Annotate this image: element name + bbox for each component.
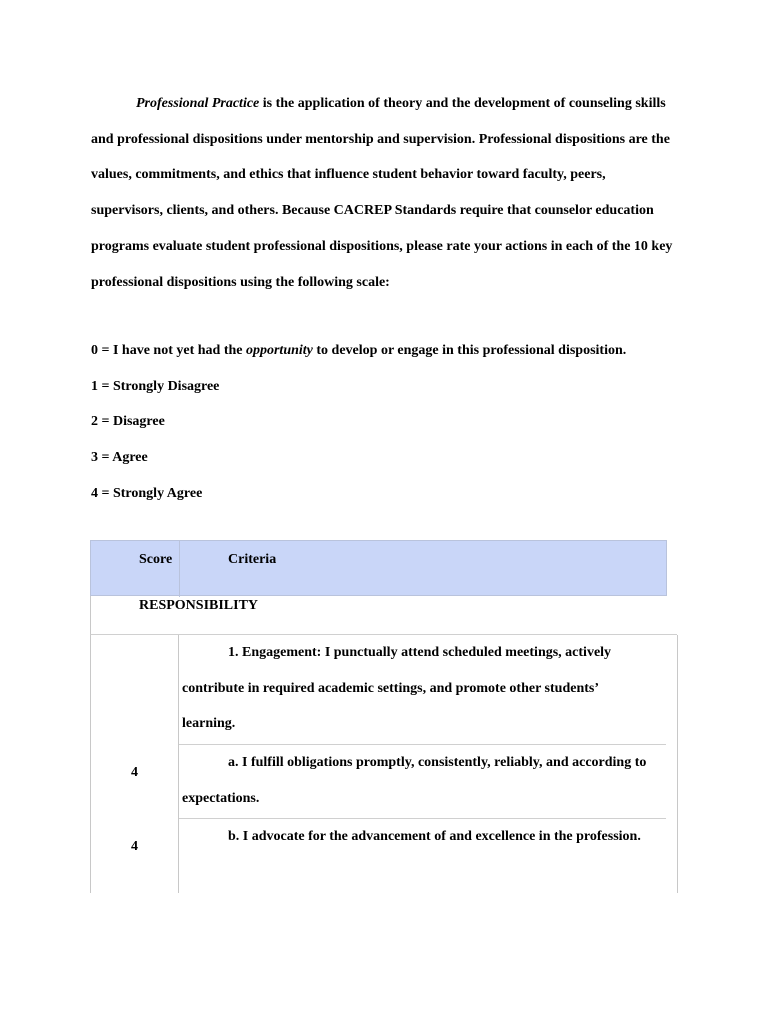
row-border: [677, 819, 678, 893]
header-score: Score: [139, 552, 173, 567]
criteria-text: b. I advocate for the advancement of and excellence in the profession.: [228, 829, 641, 844]
section-label: RESPONSIBILITY: [139, 598, 259, 613]
scale-item-0: [91, 343, 626, 359]
header-criteria: Criteria: [228, 552, 277, 567]
intro-term: Professional Practice: [136, 96, 260, 111]
score-cell: [90, 819, 179, 893]
header-divider: [179, 541, 180, 597]
intro-paragraph: [91, 86, 681, 300]
score-cell: [90, 745, 179, 819]
scale-item-4: 4 = Strongly Agree: [91, 486, 203, 501]
section-row: [90, 596, 677, 635]
criteria-text: 1. Engagement: I punctually attend scheduled meetings, actively contribute in required academic settings, and promote other students’ learning.: [182, 645, 612, 732]
criteria-text: a. I fulfill obligations promptly, consistently, reliably, and according to expectations.: [182, 755, 647, 806]
table-row: [90, 635, 678, 745]
table-row: [90, 819, 678, 893]
score-value: 4: [131, 765, 138, 780]
scale-item-1: 1 = Strongly Disagree: [91, 379, 220, 394]
table-header: [90, 540, 667, 596]
intro-text: is the application of theory and the development of counseling skills and professional dispositions under mentorship and supervision. Professional dispositions are the values, commitments, and ethics that influence student behavior toward faculty, peers, supervisors, clients, and others. Because CACREP Standards require that counselor education programs evaluate student professional dispositions, please rate your actions in each of the 10 key professional dispositions using the following scale:: [91, 96, 673, 290]
scale-0-suffix: to develop or engage in this professional disposition.: [312, 343, 627, 358]
row-border: [677, 745, 678, 819]
scale-0-emphasis: opportunity: [245, 343, 313, 358]
score-cell: [90, 635, 179, 745]
scale-item-3: 3 = Agree: [91, 450, 148, 465]
scale-item-2: 2 = Disagree: [91, 414, 165, 429]
row-border: [677, 635, 678, 745]
score-value: 4: [131, 839, 138, 854]
table-row: [90, 745, 678, 819]
scale-0-prefix: 0 = I have not yet had the: [91, 343, 246, 358]
